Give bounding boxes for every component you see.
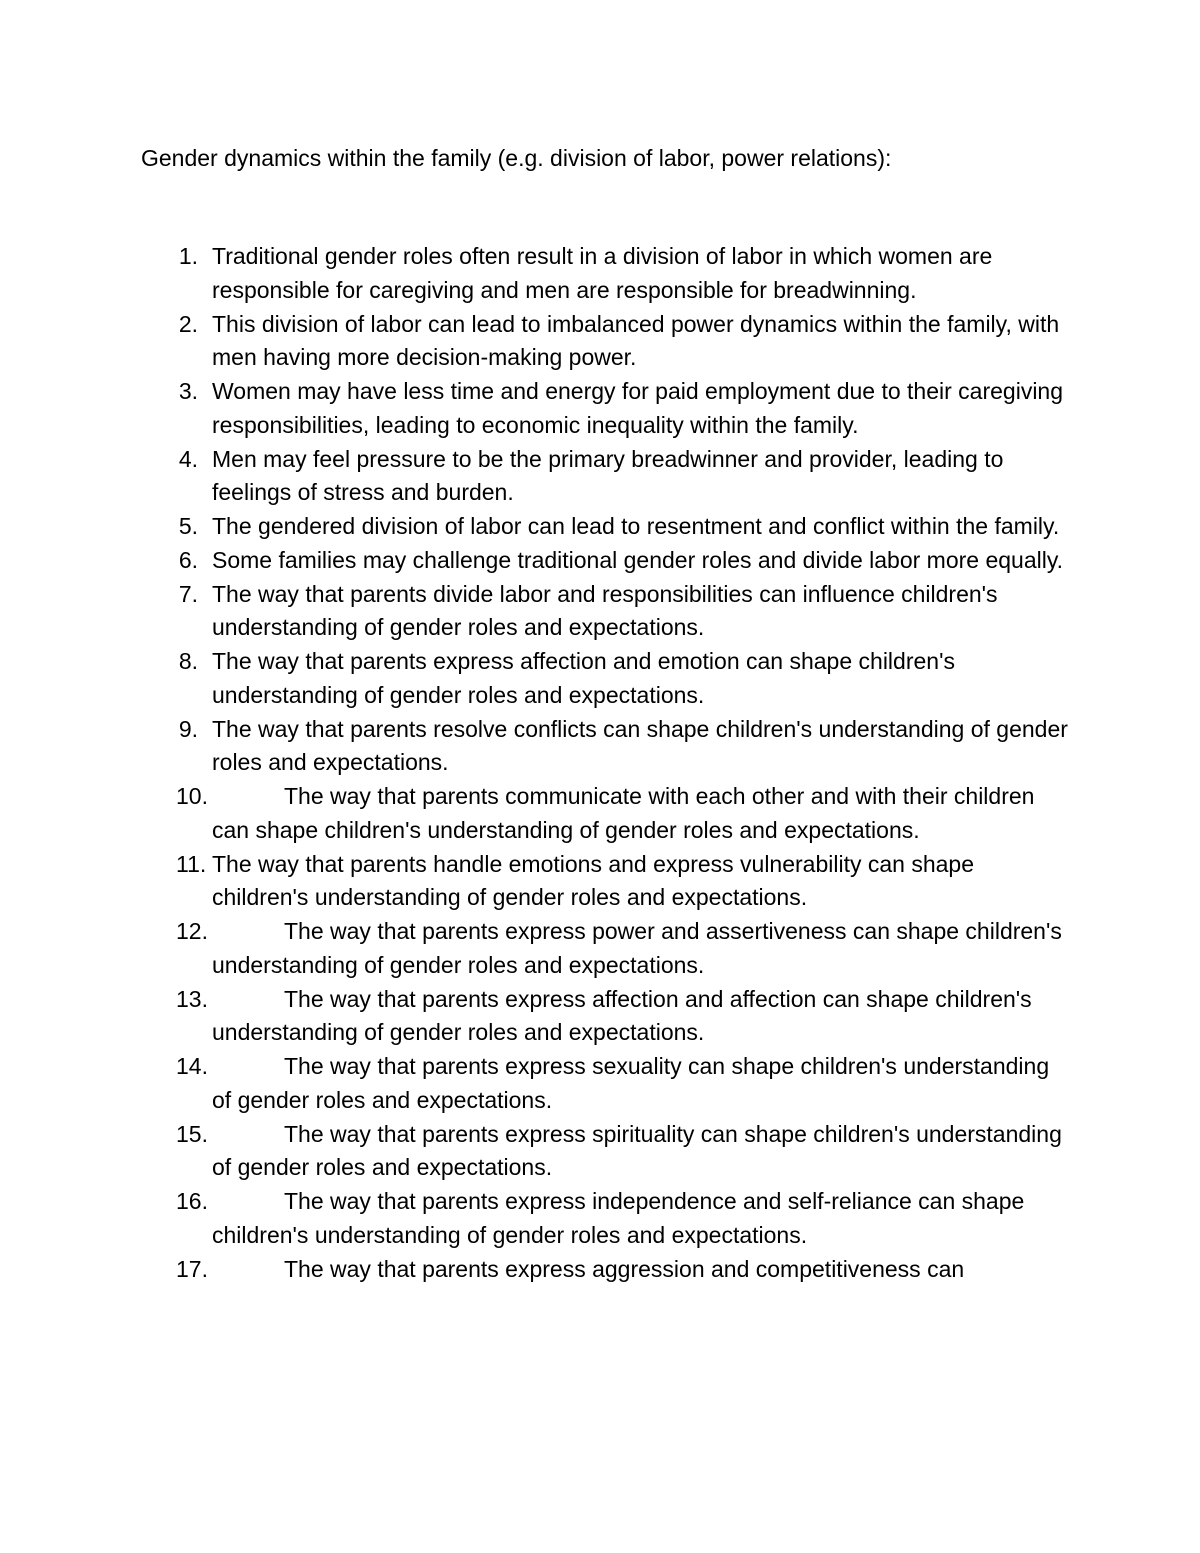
list-item-text: [212, 1118, 1072, 1186]
list-item-number: 5.: [178, 513, 198, 539]
list-item-text: The gendered division of labor can lead to resentment and conflict within the family.: [212, 513, 1060, 539]
list-item-text: The way that parents express affection and emotion can shape children's understanding of gender roles and expectations.: [212, 648, 955, 708]
list-item-text: [212, 1185, 1072, 1253]
list-item: [0, 915, 1200, 983]
list-item: [0, 443, 1200, 511]
list-item-number: 8.: [178, 648, 198, 674]
list-item-text-content: The way that parents communicate with each other and with their children can shape children's understanding of gender roles and expectations.: [212, 783, 1035, 843]
list-item: [0, 780, 1200, 848]
list-item-text: The way that parents handle emotions and express vulnerability can shape children's understanding of gender roles and expectations.: [212, 850, 975, 911]
list-item-text-content: The way that parents express affection and affection can shape children's understanding of gender roles and expectations.: [212, 985, 1032, 1046]
list-item: [0, 983, 1200, 1051]
list-item-text: The way that parents divide labor and responsibilities can influence children's understanding of gender roles and expectations.: [212, 580, 998, 641]
list-item-number: 17.: [176, 1255, 208, 1282]
list-item-number: 7.: [178, 580, 198, 607]
document-heading: Gender dynamics within the family (e.g. division of labor, power relations):: [141, 145, 892, 171]
list-item: [0, 578, 1200, 646]
list-item-number: 15.: [176, 1120, 208, 1147]
list-item-text: This division of labor can lead to imbalanced power dynamics within the family, with men having more decision-making power.: [212, 310, 1060, 371]
list-item-text-content: The way that parents express independence and self-reliance can shape children's understanding of gender roles and expectations.: [212, 1188, 1025, 1248]
list-item-number: 2.: [178, 310, 198, 337]
list-item: [0, 544, 1200, 578]
list-item-number: 1.: [178, 243, 198, 269]
list-item: [0, 240, 1200, 308]
list-item: [0, 308, 1200, 376]
list-item: [0, 848, 1200, 916]
list-item: [0, 1185, 1200, 1253]
numbered-list: [0, 240, 1200, 1286]
list-item-text: Men may feel pressure to be the primary breadwinner and provider, leading to feelings of stress and burden.: [212, 445, 1004, 506]
list-item-text: Traditional gender roles often result in a division of labor in which women are responsible for caregiving and men are responsible for breadwinning.: [212, 243, 993, 303]
list-item-number: 12.: [176, 918, 208, 944]
list-item: [0, 510, 1200, 544]
list-item-text: Women may have less time and energy for paid employment due to their caregiving responsibilities, leading to economic inequality within the family.: [212, 378, 1064, 438]
list-item-number: 4.: [178, 445, 198, 472]
list-item-text-content: The way that parents express power and assertiveness can shape children's understanding of gender roles and expectations.: [212, 918, 1062, 978]
list-item: [0, 713, 1200, 781]
list-item-text-content: The way that parents express sexuality can shape children's understanding of gender roles and expectations.: [212, 1053, 1050, 1113]
list-item-text-content: The way that parents express aggression and competitiveness can: [284, 1255, 965, 1282]
list-item-text: The way that parents resolve conflicts can shape children's understanding of gender roles and expectations.: [212, 715, 1068, 776]
list-item: [0, 645, 1200, 713]
list-item: [0, 1050, 1200, 1118]
list-item-number: 13.: [176, 985, 208, 1012]
list-item-text-content: The way that parents express spirituality can shape children's understanding of gender roles and expectations.: [212, 1120, 1062, 1181]
list-item-number: 3.: [178, 378, 198, 404]
list-item-number: 11.: [176, 850, 207, 877]
list-item: [0, 1253, 1200, 1287]
list-item-text: [212, 1253, 1072, 1287]
list-item-number: 10.: [176, 783, 208, 809]
list-item-text: Some families may challenge traditional gender roles and divide labor more equally.: [212, 546, 1064, 573]
list-item-text: [212, 915, 1072, 983]
list-item-text: [212, 1050, 1072, 1118]
list-item: [0, 375, 1200, 443]
list-item-text: [212, 780, 1072, 848]
list-item-number: 16.: [176, 1188, 208, 1214]
list-item-number: 9.: [178, 715, 198, 742]
list-item-number: 6.: [178, 546, 198, 573]
list-item-text: [212, 983, 1072, 1051]
list-item: [0, 1118, 1200, 1186]
list-item-number: 14.: [176, 1053, 208, 1079]
